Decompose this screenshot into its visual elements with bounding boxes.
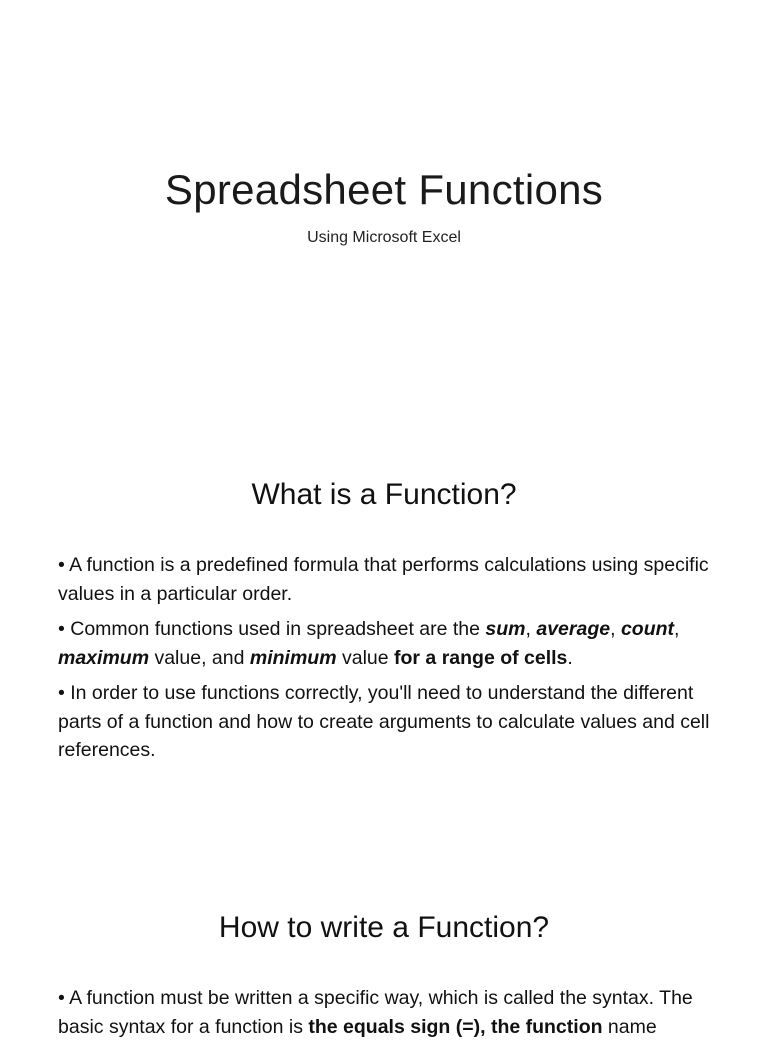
page-title: Spreadsheet Functions — [164, 166, 604, 213]
section-heading-what-is-function: What is a Function? — [251, 478, 517, 511]
section-what-is-function-bullets — [58, 551, 718, 772]
page-subtitle: Using Microsoft Excel — [307, 229, 461, 246]
bullet-item: • In order to use functions correctly, you'll need to understand the different parts of a function and how to create arguments to calculate values and cell references. — [58, 682, 710, 761]
bullet-text: • Common functions used in spreadsheet are the — [58, 618, 486, 640]
bold-term-sum: sum — [485, 618, 526, 640]
bold-term-average: average — [536, 618, 611, 640]
title-slide — [0, 0, 768, 420]
bullet-text: . — [567, 646, 573, 669]
bullet-text: value — [336, 646, 395, 669]
bullet-text: The basic syntax for a function is — [58, 987, 693, 1038]
bullet-text: , — [610, 618, 621, 640]
bold-term-maximum: maximum — [58, 646, 150, 669]
bold-term-minimum: minimum — [249, 646, 337, 669]
bold-term-count: count — [620, 618, 675, 640]
bullet-text: name — [602, 1015, 657, 1038]
bold-term-range: for a range of cells — [394, 646, 568, 669]
bullet-text: , — [674, 618, 680, 640]
bullet-item — [58, 615, 718, 672]
bullet-item: • A function is a predefined formula that performs calculations using specific values in a particular order. — [58, 554, 709, 605]
bullet-item — [58, 984, 718, 1041]
bullet-text: , — [525, 618, 537, 640]
section-how-to-write-bullets — [58, 984, 718, 1048]
bold-term-equals: the equals sign (=), the function — [308, 1015, 603, 1038]
bullet-text: value, and — [149, 646, 250, 669]
section-heading-how-to-write: How to write a Function? — [218, 911, 550, 944]
bullet-text: • A function must be written a specific way, which is called the syntax. — [58, 987, 655, 1009]
